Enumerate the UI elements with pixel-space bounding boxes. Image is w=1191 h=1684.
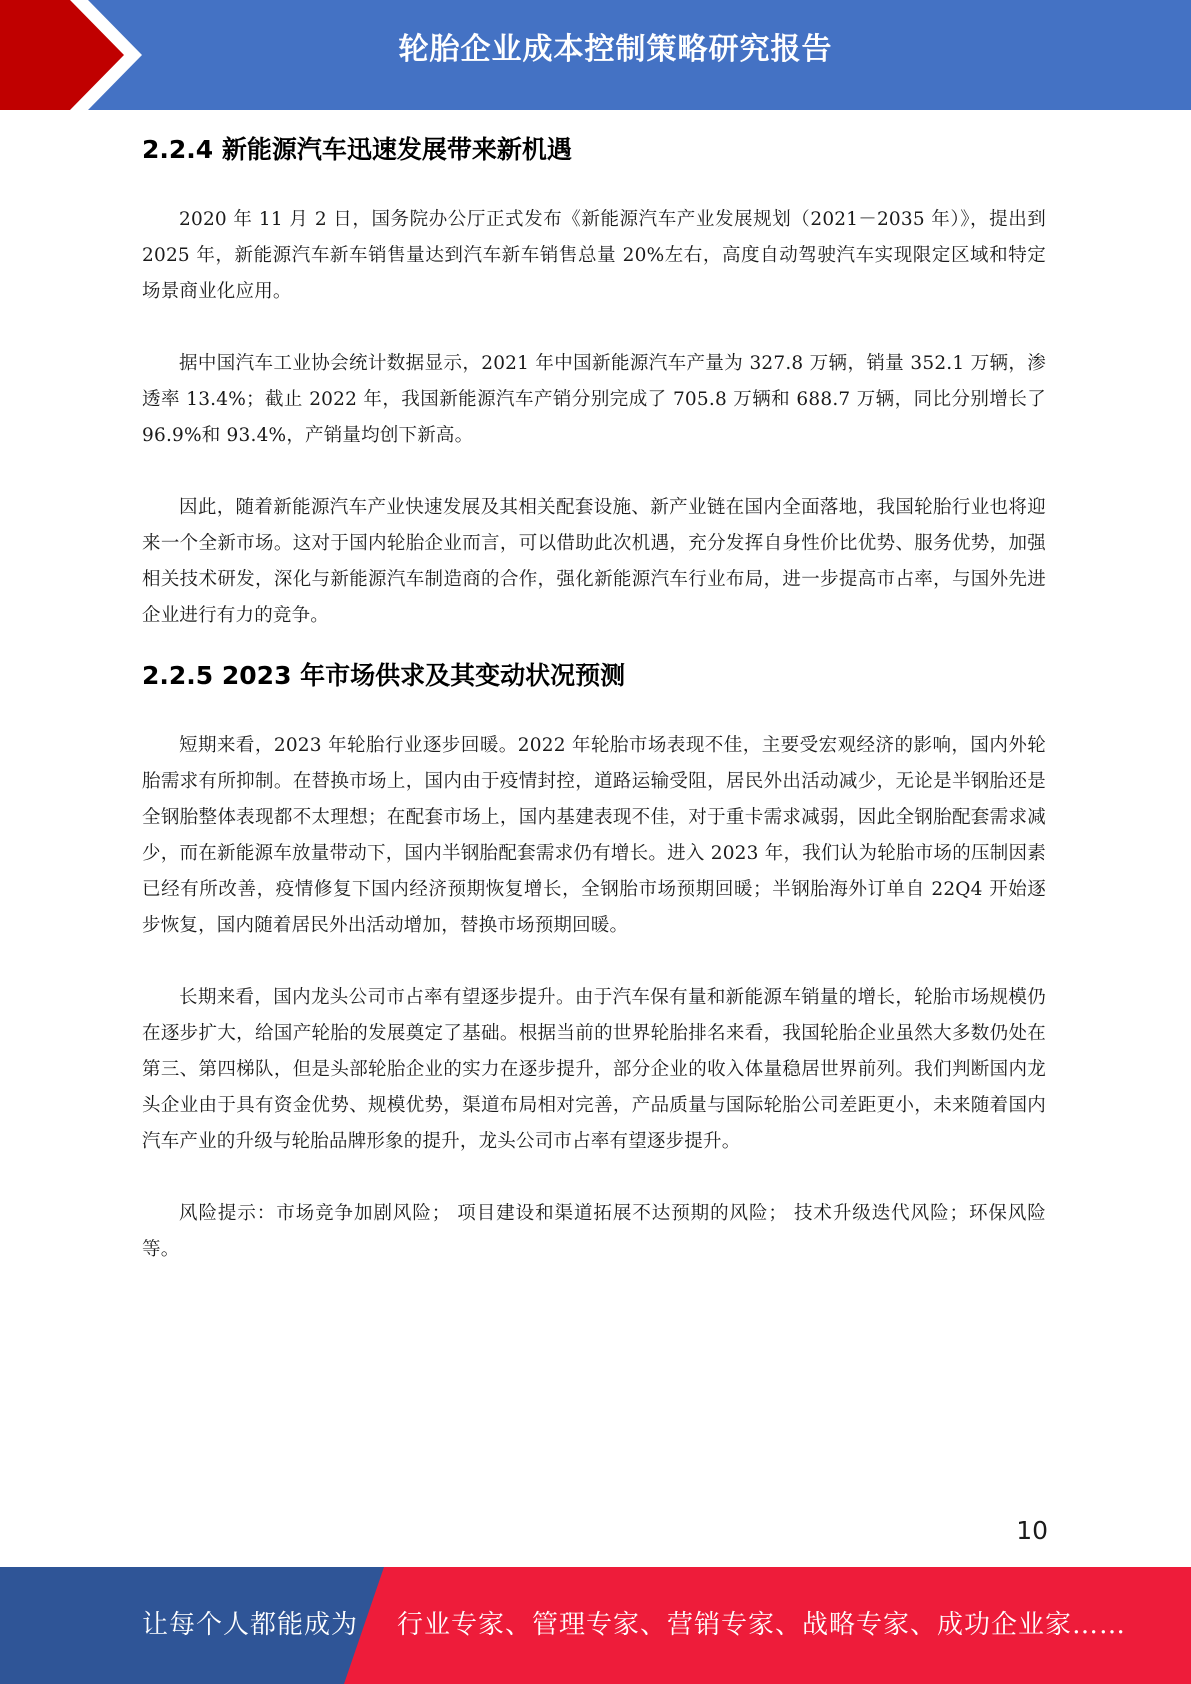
paragraph: 长期来看，国内龙头公司市占率有望逐步提升。由于汽车保有量和新能源车销量的增长，轮胎市场规模仍在逐步扩大，给国产轮胎的发展奠定了基础。根据当前的世界轮胎排名来看，我国轮胎企业虽然大多数仍处在第三、第四梯队，但是头部轮胎企业的实力在逐步提升，部分企业的收入体量稳居世界前列。我们判断国内龙头企业由于具有资金优势、规模优势，渠道布局相对完善，产品质量与国际轮胎公司差距更小，未来随着国内汽车产业的升级与轮胎品牌形象的提升，龙头公司市占率有望逐步提升。 bbox=[142, 987, 1046, 1152]
footer-band bbox=[0, 1567, 1191, 1684]
footer-slogan-right: 行业专家、管理专家、营销专家、战略专家、成功企业家…… bbox=[397, 1610, 1127, 1640]
paragraph: 短期来看，2023 年轮胎行业逐步回暖。2022 年轮胎市场表现不佳，主要受宏观经济的影响，国内外轮胎需求有所抑制。在替换市场上，国内由于疫情封控，道路运输受阻，居民外出活动减少，无论是半钢胎还是全钢胎整体表现都不太理想；在配套市场上，国内基建表现不佳，对于重卡需求减弱，因此全钢胎配套需求减少，而在新能源车放量带动下，国内半钢胎配套需求仍有增长。进入 2023 年，我们认为轮胎市场的压制因素已经有所改善，疫情修复下国内经济预期恢复增长，全钢胎市场预期回暖；半钢胎海外订单自 22Q4 开始逐步恢复，国内随着居民外出活动增加，替换市场预期回暖。 bbox=[142, 735, 1046, 936]
paragraph: 因此，随着新能源汽车产业快速发展及其相关配套设施、新产业链在国内全面落地，我国轮胎行业也将迎来一个全新市场。这对于国内轮胎企业而言，可以借助此次机遇，充分发挥自身性价比优势、服务优势，加强相关技术研发，深化与新能源汽车制造商的合作，强化新能源汽车行业布局，进一步提高市占率，与国外先进企业进行有力的竞争。 bbox=[142, 497, 1046, 626]
paragraph: 风险提示：市场竞争加剧风险； 项目建设和渠道拓展不达预期的风险； 技术升级迭代风险；环保风险等。 bbox=[142, 1203, 1046, 1260]
page-number: 10 bbox=[1016, 1516, 1048, 1545]
header-band bbox=[0, 0, 1191, 110]
page-content bbox=[142, 128, 1046, 1268]
footer-slogan-left: 让每个人都能成为 bbox=[142, 1610, 359, 1640]
section-heading-2-2-5: 2.2.5 2023 年市场供求及其变动状况预测 bbox=[142, 661, 626, 690]
paragraph: 2020 年 11 月 2 日，国务院办公厅正式发布《新能源汽车产业发展规划（2021－2035 年）》，提出到 2025 年，新能源汽车新车销售量达到汽车新车销售总量 20%左右，高度自动驾驶汽车实现限定区域和特定场景商业化应用。 bbox=[142, 209, 1046, 302]
section-heading-2-2-4: 2.2.4 新能源汽车迅速发展带来新机遇 bbox=[142, 135, 572, 164]
paragraph: 据中国汽车工业协会统计数据显示，2021 年中国新能源汽车产量为 327.8 万辆，销量 352.1 万辆，渗透率 13.4%；截止 2022 年，我国新能源汽车产销分别完成了 705.8 万辆和 688.7 万辆，同比分别增长了 96.9%和 93.4%，产销量均创下新高。 bbox=[142, 353, 1046, 446]
report-title: 轮胎企业成本控制策略研究报告 bbox=[398, 32, 833, 67]
